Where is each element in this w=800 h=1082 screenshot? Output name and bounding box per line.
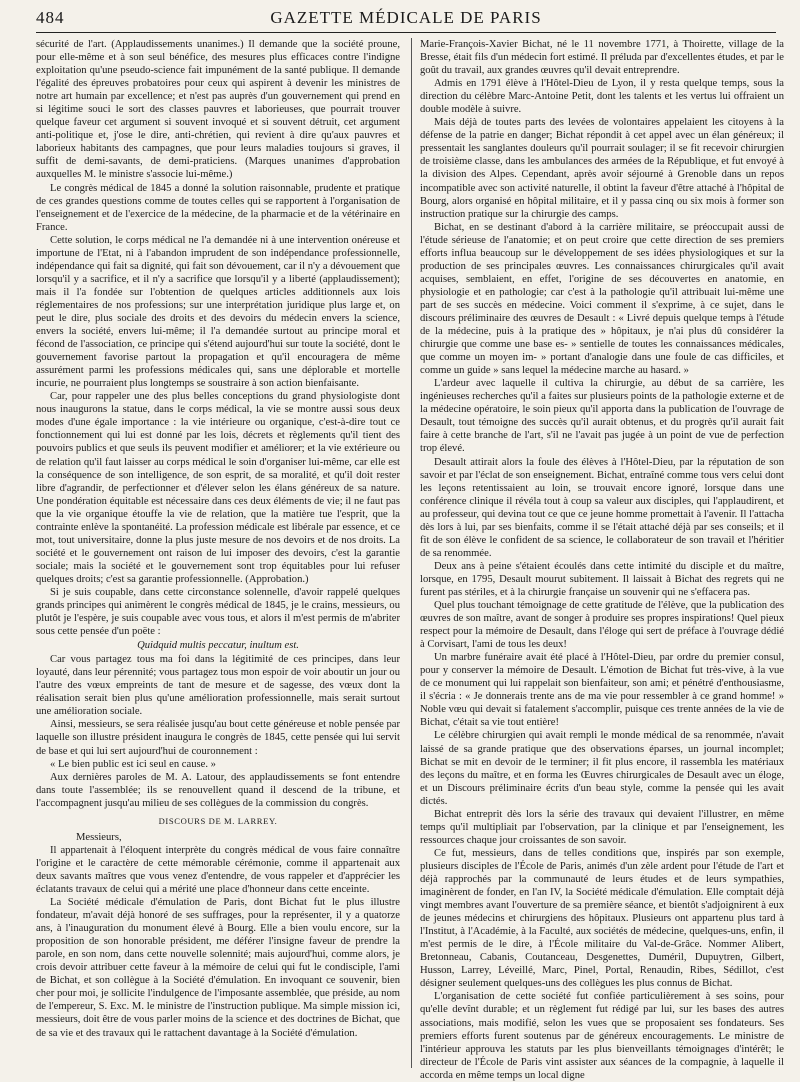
paragraph: Car, pour rappeler une des plus belles conceptions du grand physiologiste dont nous inaugurons la statue, dans le corps médical, la vie se montre aussi sous deux modes d'une égale importance : la vie intérieure ou organique, c'est-à-dire tout ce fonctionnement qui lui est donné par les lois, décrets et règlements qu'il tient des pouvoirs publics et que seuls ils peuvent modifier et améliorer; et la vie extérieure ou de relation qu'il faut laisser au corps médical le soin d'organiser lui-même, car elle est la conséquence de son intelligence, de son esprit, de sa moralité, et qu'il doit rester libre d'agrandir, de perfectionner et d'élever selon les élans généreux de sa nature. Une pondération équitable est nécessaire dans ces deux éléments de vie; il ne faut pas que la vie organique étouffe la vie de relation, que la matière tue l'esprit, que la contrainte enlève la spontanéité. La profession médicale est libérale par essence, et ce mot, tout universitaire, donne la plus juste mesure de nos devoirs et de nos droits. La société et le gouvernement ont raison de lui imposer des devoirs, c'est la garantie sociale; mais la société et le gouvernement sont trop équitables pour lui refuser quelques droits; c'est sa garantie professionnelle. (Approbation.)	[36, 391, 400, 585]
paragraph: Desault attirait alors la foule des élèves à l'Hôtel-Dieu, par la réputation de son savoir et par l'éclat de son enseignement. Bichat, entraîné comme tous vers celui dont les leçons retentissaient au loin, se trouvait encore ignoré, lorsque dans une conférence clinique il révéla tout à coup sa valeur aux disciples, qui l'applaudirent, et au professeur, qui devina tout ce que ce jeune homme promettait à l'avenir. Il l'attacha dès lors à lui, par ses bienfaits, comme il se l'était attaché déjà par ses conseils; et il fit de son élève le confident de sa science, le collaborateur de son travail et l'héritier de sa renommée.	[420, 456, 784, 559]
paragraph: Bichat entreprit dès lors la série des travaux qui devaient l'illustrer, en même temps qu'il multipliait par l'observation, par la clinique et par l'enseignement, les ressources chaque jour croissantes de son savoir.	[420, 808, 784, 846]
right-column	[420, 38, 784, 1081]
paragraph: Car vous partagez tous ma foi dans la légitimité de ces principes, dans leur loyauté, dans leur pérennité; vous partagez tous mon espoir de voir aboutir un jour ou l'autre des vœux empreints de tant de mesure et de sagesse, des vœux dont la réalisation serait bien plus qu'une amélioration professionnelle, mais serait surtout une amélioration sociale.	[36, 654, 400, 718]
paragraph: Si je suis coupable, dans cette circonstance solennelle, d'avoir rappelé quelques grands principes qui animèrent le congrès médical de 1845, je le crains, messieurs, ou plutôt je l'espère, je suis coupable avec vous tous, et alors il m'est permis de m'abriter sous cette pensée d'un poëte :	[36, 586, 400, 638]
header-rule	[36, 32, 776, 33]
section-heading: DISCOURS DE M. LARREY.	[158, 815, 278, 826]
journal-title: GAZETTE MÉDICALE DE PARIS	[270, 8, 542, 27]
latin-verse: Quidquid multis peccatur, inultum est.	[137, 640, 299, 652]
paragraph: Ainsi, messieurs, se sera réalisée jusqu'au bout cette généreuse et noble pensée par laquelle son illustre président inaugura le congrès de 1845, cette pensée qui lui servit de base et qui lui sert aujourd'hui de couronnement :	[36, 719, 400, 757]
paragraph: Quel plus touchant témoignage de cette gratitude de l'élève, que la publication des œuvres de son maître, avant de songer à produire ses propres inspirations! Quel pieux respect pour la mémoire de Desault, dans l'éloge qui sert de préface à l'ouvrage dédié à Corvisart, l'ami de tous les deux!	[420, 600, 784, 651]
paragraph: Cette solution, le corps médical ne l'a demandée ni à une intervention onéreuse et importune de l'Etat, ni à l'abandon imprudent de son indépendance professionnelle, indépendance qui fait sa dignité, qui fait son dévouement, car il n'y a dévouement que lorsqu'il y a sacrifice, et il n'y a sacrifice que lorsqu'il y a liberté (applaudissement); mais il l'a fondée sur l'obtention de quelques articles additionnels aux lois réglementaires de nos professions; sur une interprétation juridique plus large et, on peut le dire, plus sociale des droits et des devoirs du médecin envers la science, envers la société, envers lui-même; il l'a demandée surtout au principe moral et fécond de l'association, ce principe qui s'étend aujourd'hui sur toute la société, dont le gouvernement favorise partout la propagation et qu'il encouragera de même assurément parmi les professions médicales qui, sans une déplorable et mortelle incurie, ne pourraient plus longtemps se soustraire à son action bienfaisante.	[36, 234, 400, 390]
paragraph: Marie-François-Xavier Bichat, né le 11 novembre 1771, à Thoirette, village de la Bresse, était fils d'un médecin fort estimé. Il préluda par d'excellentes études, et par le goût du travail, aux grandes œuvres qu'il devait entreprendre.	[420, 39, 784, 77]
paragraph: Il appartenait à l'éloquent interprète du congrès médical de vous faire connaître l'origine et le caractère de cette mémorable cérémonie, comme il appartenait aux deux savants maîtres que vous venez d'entendre, de vous rappeler et d'apprécier les éclatants travaux de celui qui a mérité une place d'honneur dans cette enceinte.	[36, 844, 400, 895]
paragraph: sécurité de l'art. (Applaudissements unanimes.) Il demande que la société proune, pour elle-même et à son seul bénéfice, des mesures plus efficaces contre l'indigne exploitation qu'une pseudo-science fait impunément de la santé publique. Il demande l'égalité des épreuves probatoires pour ceux qui aspirent à devenir les ministres de notre art humain par excellence; et n'est pas auprès d'un gouvernement qui prend en si légitime souci le sort des classes pauvres et laborieuses, que pourrait trouver quelque faveur cet argument si souvent invoqué et si souvent détruit, cet argument anti-politique et, j'ose le dire, anti-chrétien, qui revient à dire qu'aux pauvres et laborieux habitants des campagnes, que pour leurs maladies toujours si graves, il suffit de demi-savants, de demi-praticiens. (Marques unanimes d'approbation auxquelles M. le ministre s'associe lui-même.)	[36, 39, 400, 181]
paragraph: Le célèbre chirurgien qui avait rempli le monde médical de sa renommée, n'avait laissé de sa grande pratique que des observations éparses, un journal incomplet; Bichat se mit en devoir de le terminer; il fit plus encore, il rassembla les matériaux des leçons du maître, et en forma les Œuvres chirurgicales de Desault avec un éloge, et un Discours préliminaire écrits d'un beau style, comme la pensée qui les avait dictés.	[420, 730, 784, 807]
paragraph: Admis en 1791 élève à l'Hôtel-Dieu de Lyon, il y resta quelque temps, sous la direction du célèbre Marc-Antoine Petit, dont les talents et les vertus lui offraient un double modèle à suivre.	[420, 78, 784, 116]
page-header	[36, 8, 776, 30]
column-divider	[411, 38, 412, 1068]
paragraph: Bichat, en se destinant d'abord à la carrière militaire, se préoccupait aussi de l'étude sérieuse de l'anatomie; et on peut croire que cette direction de ses premiers efforts influa beaucoup sur le développement de ses idées physiologiques et sur la production de ses principales œuvres. Les connaissances chirurgicales qu'il avait acquises, semblaient, en effet, l'origine de ses découvertes en anatomie, en physiologie et en pathologie; car c'est à la pathologie qu'il attribuait lui-même une part de ses succès en médecine. Voici comment il s'exprime, à ce sujet, dans le discours préliminaire des œuvres de Desault : « Livré depuis quelque temps à l'étude de la médecine, puis à la pratique des » hôpitaux, je n'ai plus dû considérer la chirurgie que comme une base es- » sentielle de toutes les connaissances médicales, que comme un moyen im- » portant d'analogie dans une foule de cas difficiles, et comme un guide » sans lequel la médecine marche au hasard. »	[420, 221, 784, 377]
paragraph: L'organisation de cette société fut confiée particulièrement à ses soins, pour qu'elle devînt durable; et un règlement fut rédigé par lui, sur les bases des autres associations, mais modifié, selon les vues que se proposaient ses fondateurs. Ses premiers efforts furent soutenus par de généreux encouragements. Le ministre de l'intérieur approuva les statuts par les plus bienveillants témoignages d'intérêt; le directeur de l'École de Paris vint assister aux séances de la compagnie, à laquelle il accorda en même temps un local digne	[420, 991, 784, 1081]
paragraph: Un marbre funéraire avait été placé à l'Hôtel-Dieu, par ordre du premier consul, pour y conserver la mémoire de Desault. L'émotion de Bichat fut très-vive, à la vue de ce monument qui lui rappelait son bienfaiteur, son ami; et pénétré d'enthousiasme, il s'écria : « Je donnerais trente ans de ma vie pour ressembler à ce grand homme! » Noble vœu qui devait si fatalement s'accomplir, puisque ces trente années de la vie de Bichat, c'était sa vie tout entière!	[420, 652, 784, 729]
paragraph: Aux dernières paroles de M. A. Latour, des applaudissements se font entendre dans toute l'assemblée; ils se renouvellent quand il descend de la tribune, et l'accompagnent jusqu'au milieu de ses collègues de la commission du congrès.	[36, 771, 400, 809]
page-number: 484	[36, 8, 65, 27]
paragraph: Le congrès médical de 1845 a donné la solution raisonnable, prudente et pratique de ces grandes questions comme de toutes celles qui se rapportent à l'organisation de l'enseignement et de l'exercice de la médecine, de la pharmacie et de la vétérinaire en France.	[36, 182, 400, 233]
salutation: Messieurs,	[76, 831, 122, 843]
paragraph: Mais déjà de toutes parts des levées de volontaires appelaient les citoyens à la défense de la patrie en danger; Bichat répondit à cet appel avec un élan généreux; il pressentait les sanglantes douleurs qu'il pourrait soulager; il se fit recevoir chirurgien de troisième classe, dans les ambulances des armées de la République, et fut envoyé à la division des Alpes. Cependant, après avoir séjourné à Grenoble dans un repos incompatible avec son activité naturelle, il obtint la faveur d'être attaché à l'hôpital de Bourg, alors organisé en hôpital militaire, et il y passa cinq ou six mois à former son instruction pratique sur la chirurgie des camps.	[420, 117, 784, 220]
paragraph: Ce fut, messieurs, dans de telles conditions que, inspirés par son exemple, plusieurs disciples de l'École de Paris, animés d'un zèle ardent pour l'étude de l'art et déjà rapprochés par la communauté de leurs études et de leurs sympathies, imaginèrent de fonder, en l'an IV, la Société médicale d'émulation. Elle comptait déjà vingt membres avant l'ouverture de sa première séance, et bientôt s'adjoignirent à eux de jeunes médecins et chirurgiens des hôpitaux. Plusieurs ont appartenu plus tard à l'Institut, à l'Académie, à la Faculté, aux sociétés de médecine, quelques-uns, enfin, il m'est permis de le dire, à l'École militaire du Val-de-Grâce. Nommer Alibert, Bretonneau, Cabanis, Coutanceau, Desgenettes, Duméril, Dupuytren, Gilbert, Husson, Larrey, Léveillé, Marc, Pinel, Portal, Renaudin, Ribes, Sédillot, c'est désigner seulement quelques-uns des collègues les plus connus de Bichat.	[420, 847, 784, 990]
paragraph: L'ardeur avec laquelle il cultiva la chirurgie, au début de sa carrière, les ingénieuses recherches qu'il a faites sur plusieurs points de la pathologie externe et de la médecine opératoire, le soin pieux qu'il apporta dans la publication de l'ouvrage de Desault, tout témoigne des succès qu'il aurait obtenus, et du progrès qu'il aurait fait faire à cette branche de l'art, s'il ne l'avait pas jugée à un point de vue de perfection trop élevé.	[420, 378, 784, 455]
paragraph: La Société médicale d'émulation de Paris, dont Bichat fut le plus illustre fondateur, m'avait déjà honoré de ses suffrages, pour la représenter, il y a quatorze ans, à l'inauguration du monument élevé à Bourg. Elle a bien voulu encore, sur la proposition de son honorable président, me déférer l'insigne faveur de prendre la parole, en son nom, dans cette nouvelle solennité; mais aujourd'hui, comme alors, je crois devoir attribuer cette faveur à la mémoire de celui qui fut le condisciple, l'ami de Bichat, et son collègue à la Société d'émulation. En invoquant ce souvenir, bien cher pour moi, je sollicite l'indulgence de l'imposante assemblée, que préside, au nom de l'empereur, S. Exc. M. le ministre de l'instruction publique. Ma simple mission ici, messieurs, doit être de vous parler moins de la science et des doctrines de Bichat, que de sa vie et des travaux qui le rattachent davantage à la Société d'émulation.	[36, 897, 400, 1039]
quotation: « Le bien public est ici seul en cause. »	[50, 758, 216, 770]
paragraph: Deux ans à peine s'étaient écoulés dans cette intimité du disciple et du maître, lorsque, en 1795, Desault mourut subitement. Il laissait à Bichat des regrets qui ne furent pas stériles, et à la chirurgie française un souvenir qui ne s'effacera pas.	[420, 560, 784, 598]
left-column	[36, 38, 400, 1074]
